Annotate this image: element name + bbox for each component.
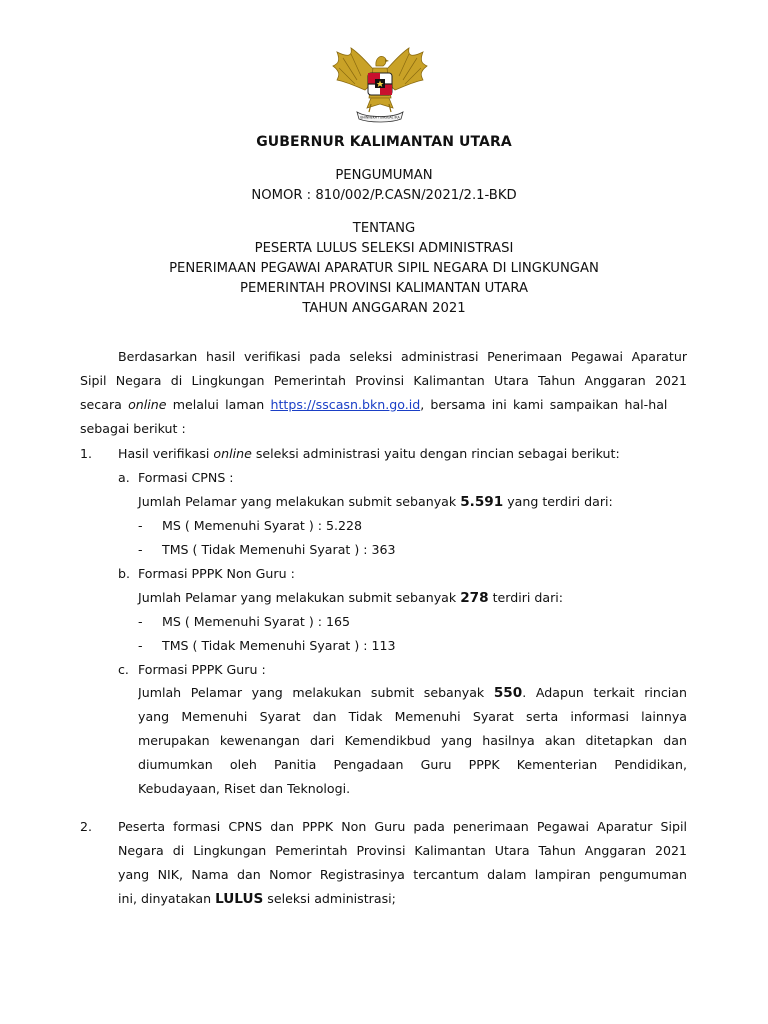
about-label: TENTANG [352, 221, 416, 236]
item-1-text: Hasil verifikasi online seleksi administrasi yaitu dengan rincian sebagai berikut: [118, 446, 620, 461]
item-1c-label: c. [118, 662, 129, 677]
item-1c-line-4: diumumkan oleh Panitia Pengadaan Guru PPPK Kementerian Pendidikan, [138, 757, 687, 772]
item-1a-label: a. [118, 470, 130, 485]
sscasn-link[interactable]: https://sscasn.bkn.go.id [270, 397, 421, 412]
subject-line-3: PEMERINTAH PROVINSI KALIMANTAN UTARA [240, 281, 528, 296]
item-1b-desc: Jumlah Pelamar yang melakukan submit sebanyak 278 terdiri dari: [138, 590, 564, 606]
item-1b-title: Formasi PPPK Non Guru : [138, 566, 295, 581]
dash-icon: - [138, 542, 143, 557]
item-1a-tms: TMS ( Tidak Memenuhi Syarat ) : 363 [162, 542, 396, 557]
item-1c-line-2: yang Memenuhi Syarat dan Tidak Memenuhi Syarat serta informasi lainnya [138, 709, 687, 724]
intro-line-3: secara online melalui laman https://sscasn.bkn.go.id, bersama ini kami sampaikan hal-hal [80, 397, 668, 412]
item-1a-title: Formasi CPNS : [138, 470, 234, 485]
dash-icon: - [138, 638, 143, 653]
subject-line-4: TAHUN ANGGARAN 2021 [302, 301, 466, 316]
dash-icon: - [138, 614, 143, 629]
announcement-number: NOMOR : 810/002/P.CASN/2021/2.1-BKD [251, 188, 517, 203]
item-1c-line-3: merupakan kewenangan dari Kemendikbud yang hasilnya akan ditetapkan dan [138, 733, 687, 748]
announcement-label: PENGUMUMAN [335, 168, 433, 183]
document-title: GUBERNUR KALIMANTAN UTARA [256, 134, 512, 150]
dash-icon: - [138, 518, 143, 533]
item-1c-line-1: Jumlah Pelamar yang melakukan submit sebanyak 550. Adapun terkait rincian [138, 685, 687, 701]
item-2-number: 2. [80, 819, 93, 834]
item-1b-tms: TMS ( Tidak Memenuhi Syarat ) : 113 [162, 638, 396, 653]
item-1b-ms: MS ( Memenuhi Syarat ) : 165 [162, 614, 351, 629]
subject-line-2: PENERIMAAN PEGAWAI APARATUR SIPIL NEGARA DI LINGKUNGAN [169, 261, 599, 276]
item-1a-desc: Jumlah Pelamar yang melakukan submit sebanyak 5.591 yang terdiri dari: [138, 494, 613, 510]
item-1a-ms: MS ( Memenuhi Syarat ) : 5.228 [162, 518, 363, 533]
item-2-line-4: ini, dinyatakan LULUS seleksi administrasi; [118, 891, 396, 907]
item-1b-label: b. [118, 566, 130, 581]
item-1c-title: Formasi PPPK Guru : [138, 662, 266, 677]
item-2-line-2: Negara di Lingkungan Pemerintah Provinsi Kalimantan Utara Tahun Anggaran 2021 [118, 843, 687, 858]
item-2-line-1: Peserta formasi CPNS dan PPPK Non Guru pada penerimaan Pegawai Aparatur Sipil [118, 819, 687, 834]
subject-line-1: PESERTA LULUS SELEKSI ADMINISTRASI [254, 241, 514, 256]
emblem-motto: BHINNEKA TUNGGAL IKA [360, 115, 400, 120]
item-1c-line-5: Kebudayaan, Riset dan Teknologi. [138, 781, 351, 796]
intro-line-1: Berdasarkan hasil verifikasi pada seleksi administrasi Penerimaan Pegawai Aparatur [118, 349, 687, 364]
item-1-number: 1. [80, 446, 93, 461]
intro-line-2: Sipil Negara di Lingkungan Pemerintah Provinsi Kalimantan Utara Tahun Anggaran 2021 [80, 373, 687, 388]
item-2-line-3: yang NIK, Nama dan Nomor Registrasinya tercantum dalam lampiran pengumuman [118, 867, 687, 882]
intro-line-4: sebagai berikut : [80, 421, 186, 436]
garuda-emblem-icon [331, 46, 429, 124]
